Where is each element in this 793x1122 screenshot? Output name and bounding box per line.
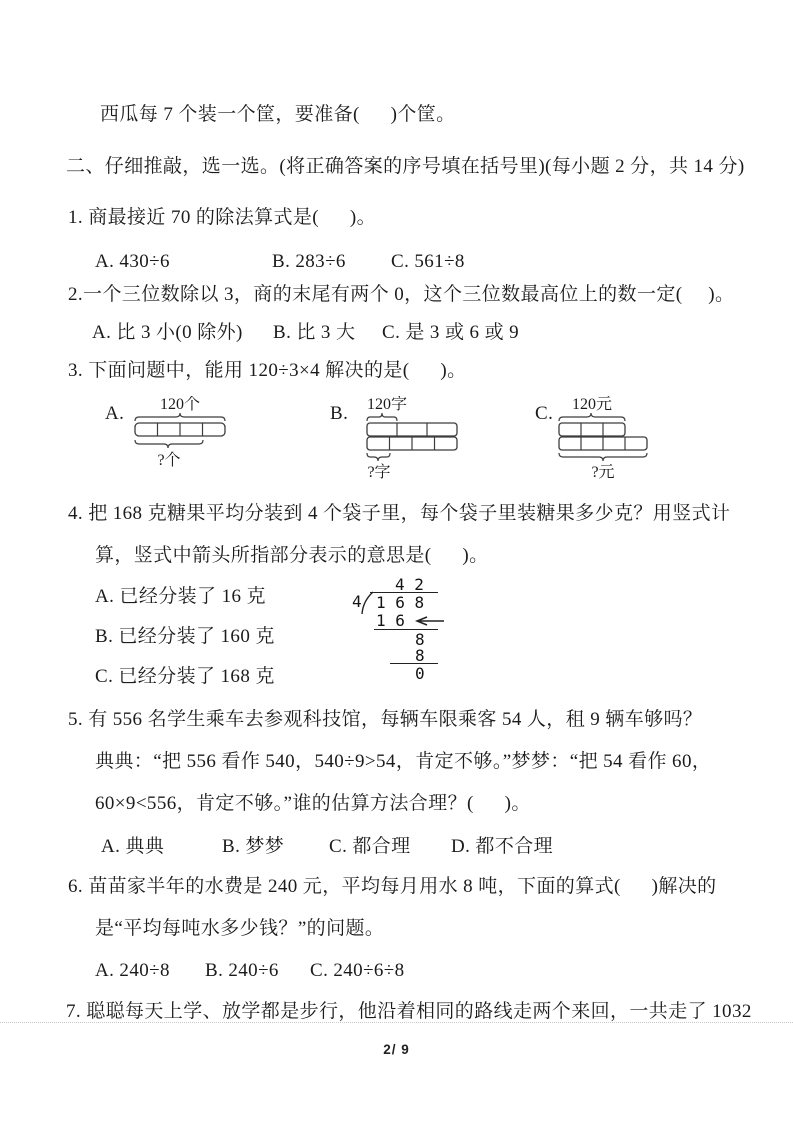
bar-model-a-label: A. [105, 403, 125, 424]
division-divisor: 4 [352, 592, 362, 611]
q6-option-b: B. 240÷6 [205, 960, 279, 981]
q4-option-c: C. 已经分装了 168 克 [95, 666, 275, 687]
q4-stem-line2: 算，竖式中箭头所指部分表示的意思是( )。 [95, 545, 489, 566]
q5-option-d: D. 都不合理 [451, 836, 554, 857]
bar-model-c-part-label: ?元 [591, 464, 615, 481]
q1-options [95, 250, 465, 274]
q2-option-c: C. 是 3 或 6 或 9 [382, 322, 520, 343]
bar-model-c-label: C. [535, 403, 554, 424]
q1-option-c: C. 561÷8 [391, 251, 465, 272]
division-step3: 8 [415, 646, 425, 665]
section-heading: 二、仔细推敲，选一选。(将正确答案的序号填在括号里)(每小题 2 分，共 14 分) [66, 156, 745, 177]
q4-stem-line1: 4. 把 168 克糖果平均分装到 4 个袋子里，每个袋子里装糖果多少克？用竖式计 [68, 503, 731, 524]
q6-option-c: C. 240÷6÷8 [310, 960, 405, 981]
q1-option-a: A. 430÷6 [95, 251, 170, 272]
bar-model-c-figure [558, 396, 658, 494]
arrow-left-icon [414, 616, 446, 626]
division-remainder: 0 [415, 664, 425, 683]
q5-option-b: B. 梦梦 [222, 836, 285, 857]
q6-options [95, 959, 405, 983]
q4-option-b: B. 已经分装了 160 克 [95, 626, 275, 647]
division-quotient: 4 2 [395, 575, 424, 594]
q5-stem-line1: 5. 有 556 名学生乘车去参观科技馆，每辆车限乘客 54 人，租 9 辆车够吗？ [68, 709, 703, 730]
q7-stem-line1: 7. 聪聪每天上学、放学都是步行，他沿着相同的路线走两个来回，一共走了 1032 [66, 1001, 752, 1022]
division-dividend: 1 6 8 [376, 593, 425, 612]
bar-model-b-figure [366, 396, 466, 494]
q6-option-a: A. 240÷8 [95, 960, 170, 981]
division-line-1 [374, 629, 438, 630]
bar-model-a-part-label: ?个 [157, 452, 181, 469]
bar-model-b-label: B. [330, 403, 349, 424]
division-step1: 1 6 [376, 611, 405, 630]
q6-stem-line1: 6. 苗苗家半年的水费是 240 元，平均每月用水 8 吨，下面的算式( )解决的 [68, 876, 717, 897]
bar-model-a-total-label: 120个 [159, 396, 201, 413]
q1-stem: 1. 商最接近 70 的除法算式是( )。 [68, 207, 377, 228]
bar-model-b-part-label: ?字 [367, 464, 391, 481]
q5-options [101, 835, 553, 859]
bar-model-b-total-label: 120字 [367, 396, 408, 413]
scan-artifact-line [0, 1022, 793, 1023]
q6-stem-line2: 是“平均每吨水多少钱？”的问题。 [95, 918, 385, 939]
q2-options [92, 321, 519, 345]
division-line-2 [390, 663, 438, 664]
q3-stem: 3. 下面问题中，能用 120÷3×4 解决的是( )。 [68, 360, 467, 381]
q2-stem: 2.一个三位数除以 3，商的末尾有两个 0，这个三位数最高位上的数一定( )。 [68, 284, 735, 305]
long-division-figure [352, 574, 462, 686]
q5-option-c: C. 都合理 [329, 836, 411, 857]
fill-blank-continuation: 西瓜每 7 个装一个筐，要准备( )个筐。 [100, 104, 456, 125]
bar-model-c-total-label: 120元 [571, 396, 613, 413]
q5-stem-line3: 60×9<556，肯定不够。”谁的估算方法合理？( )。 [95, 793, 531, 814]
q2-option-b: B. 比 3 大 [273, 322, 356, 343]
q4-option-a: A. 已经分装了 16 克 [95, 586, 266, 607]
q5-stem-line2: 典典：“把 556 看作 540，540÷9>54，肯定不够。”梦梦：“把 54 看作 60， [95, 751, 712, 772]
q2-option-a: A. 比 3 小(0 除外) [92, 322, 243, 343]
bar-model-a-figure [134, 396, 234, 474]
q5-option-a: A. 典典 [101, 836, 165, 857]
division-step2: 8 [415, 630, 425, 649]
q1-option-b: B. 283÷6 [272, 251, 346, 272]
page-number: 2/ 9 [383, 1042, 410, 1057]
division-bracket [360, 591, 375, 615]
